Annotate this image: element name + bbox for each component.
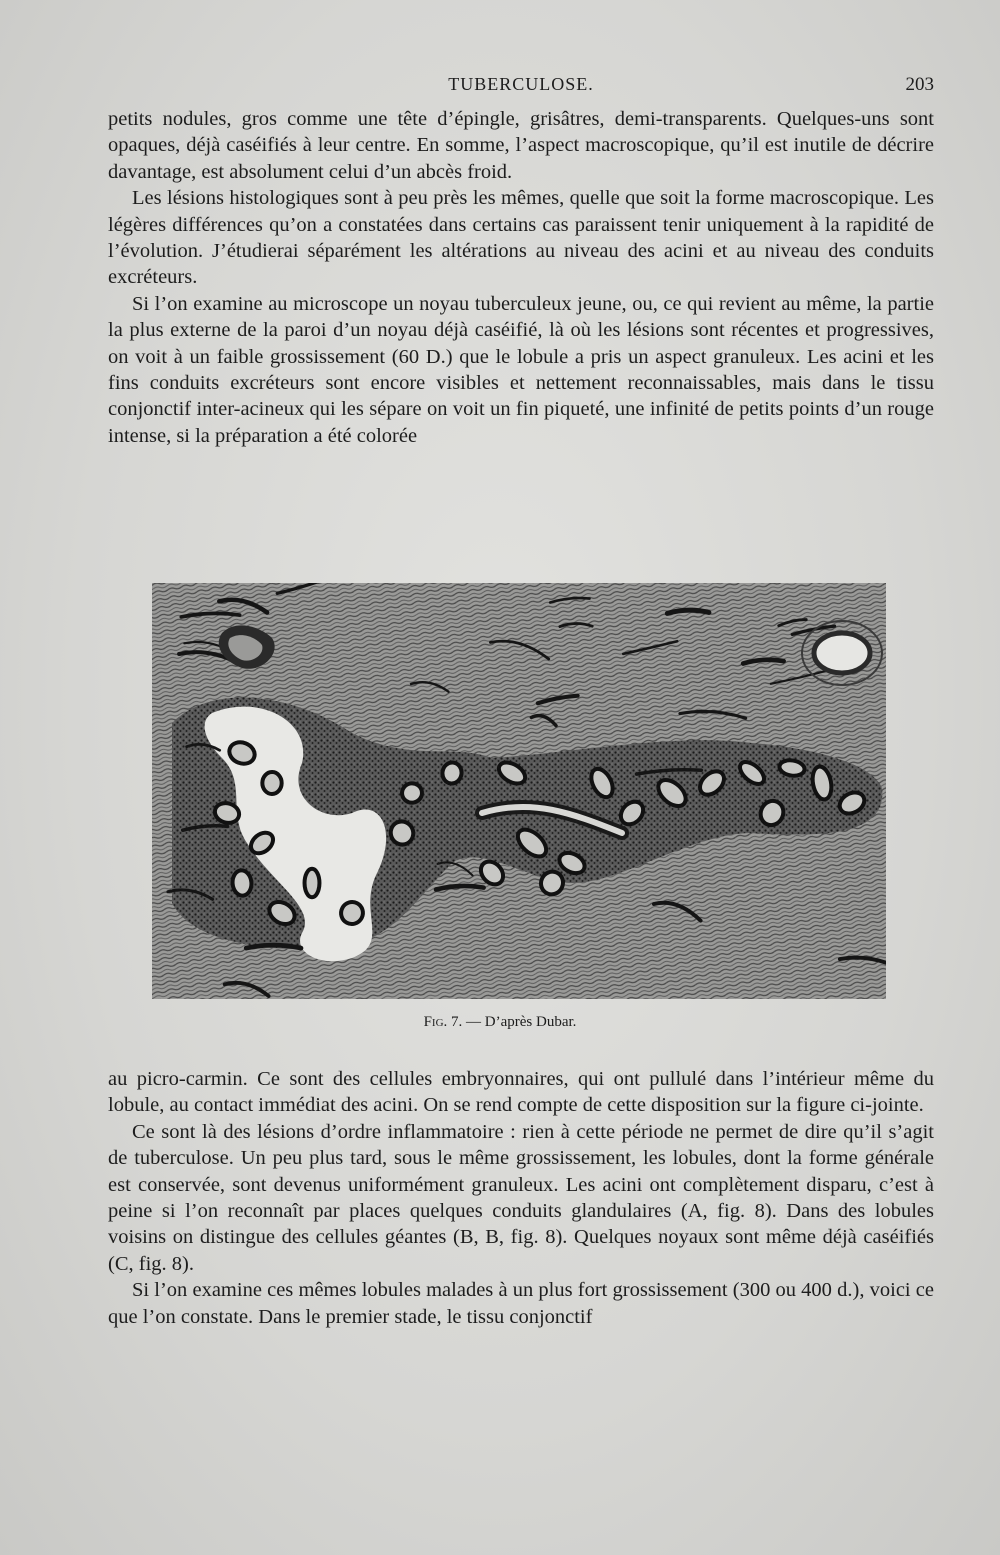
paragraph: Si l’on examine ces mêmes lobules malades à un plus fort grossissement (300 ou 400 d.), voici ce que l’on constate. Dans le premier stade, le tissu conjonctif: [108, 1279, 934, 1328]
page-number: 203: [905, 74, 934, 95]
histology-engraving: [152, 583, 886, 999]
paragraph: Les lésions histologiques sont à peu près les mêmes, quelle que soit la forme macroscopique. Les légères différences qu’on a constatées dans certains cas paraissent tenir uniquement à la rapidité de l’évolution. J’étudierai séparément les altérations au niveau des acini et au niveau des conduits excréteurs.: [108, 187, 934, 289]
acinus: [262, 772, 282, 794]
running-title: TUBERCULOSE.: [448, 74, 594, 94]
caption-source: D’après Dubar.: [484, 1014, 577, 1030]
running-head: [108, 74, 934, 98]
caption-dash: —: [462, 1014, 485, 1030]
figure-label: Fig. 7.: [423, 1014, 463, 1030]
histology-figure: [152, 583, 886, 999]
acinus: [401, 782, 423, 804]
figure-caption: [0, 1014, 1000, 1031]
acinus: [441, 761, 463, 785]
paragraph: au picro-carmin. Ce sont des cellules embryonnaires, qui ont pullulé dans l’intérieur même du lobule, au contact immédiat des acini. On se rend compte de cette disposition sur la figure ci-jointe.: [108, 1068, 934, 1117]
body-text-top: [108, 106, 934, 449]
paragraph: petits nodules, gros comme une tête d’épingle, grisâtres, demi-transparents. Quelques-uns sont opaques, déjà caséifiés à leur centre. En somme, l’aspect macroscopique, qu’il est inutile de décrire davantage, est absolument celui d’un abcès froid.: [108, 108, 934, 183]
paragraph: Si l’on examine au microscope un noyau tuberculeux jeune, ou, ce qui revient au même, la partie la plus externe de la paroi d’un noyau déjà caséifié, là où les lésions sont récentes et progressives, on voit à un faible grossissement (60 D.) que le lobule a pris un aspect granuleux. Les acini et les fins conduits excréteurs sont encore visibles et nettement reconnaissables, mais dans le tissu conjonctif inter-acineux qui les sépare on voit un fin piqueté, une infinité de petits points d’un rouge intense, si la préparation a été colorée: [108, 292, 934, 447]
body-text-bottom: [108, 1066, 934, 1330]
vessel-lumen: [814, 633, 870, 673]
acinus: [305, 869, 320, 898]
acinus: [232, 870, 253, 897]
paragraph: Ce sont là des lésions d’ordre inflammatoire : rien à cette période ne permet de dire qu’il s’agit de tuberculose. Un peu plus tard, sous le même grossissement, les lobules, dont la forme générale est conservée, sont devenus uniformément granuleux. Les acini ont complètement disparu, c’est à peine si l’on reconnaît par places quelques conduits glandulaires (A, fig. 8). Dans des lobules voisins on distingue des cellules géantes (B, B, fig. 8). Quelques noyaux sont même déjà caséifiés (C, fig. 8).: [108, 1120, 934, 1275]
